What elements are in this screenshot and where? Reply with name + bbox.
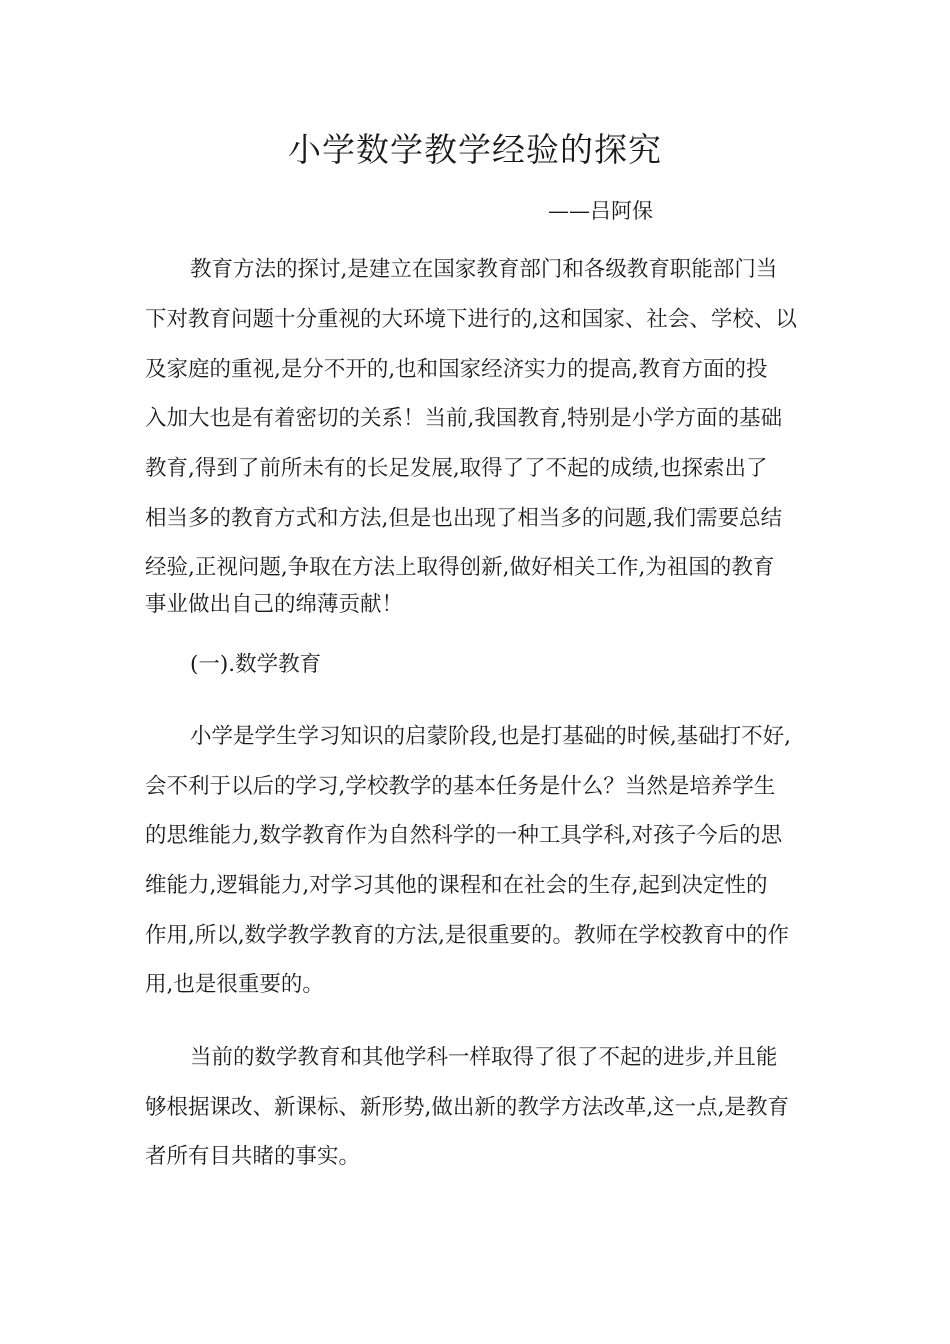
paragraph-2-line-5: 作用,所以,数学教学教育的方法,是很重要的。教师在学校教育中的作 (145, 923, 790, 948)
paragraph-1-line-4: 入加大也是有着密切的关系！当前,我国教育,特别是小学方面的基础 (145, 406, 783, 431)
paragraph-2-line-1: 小学是学生学习知识的启蒙阶段,也是打基础的时候,基础打不好, (190, 724, 792, 749)
document-author: ——吕阿保 (548, 199, 653, 223)
paragraph-2-line-6: 用,也是很重要的。 (145, 972, 324, 997)
paragraph-1-line-8: 事业做出自己的绵薄贡献！ (145, 592, 404, 617)
paragraph-1-line-6: 相当多的教育方式和方法,但是也出现了相当多的问题,我们需要总结 (145, 506, 783, 531)
paragraph-1-line-7: 经验,正视问题,争取在方法上取得创新,做好相关工作,为祖国的教育 (145, 555, 775, 580)
paragraph-3-line-3: 者所有目共睹的事实。 (145, 1144, 361, 1169)
document-title: 小学数学教学经验的探究 (288, 130, 662, 169)
paragraph-2-line-4: 维能力,逻辑能力,对学习其他的课程和在社会的生存,起到决定性的 (145, 873, 768, 898)
paragraph-3-line-2: 够根据课改、新课标、新形势,做出新的教学方法改革,这一点,是教育 (145, 1095, 790, 1120)
paragraph-3-line-1: 当前的数学教育和其他学科一样取得了很了不起的进步,并且能 (190, 1045, 778, 1070)
paragraph-1-line-5: 教育,得到了前所未有的长足发展,取得了了不起的成绩,也探索出了 (145, 456, 768, 481)
paragraph-2-line-3: 的思维能力,数学教育作为自然科学的一种工具学科,对孩子今后的思 (145, 823, 783, 848)
paragraph-1-line-2: 下对教育问题十分重视的大环境下进行的,这和国家、社会、学校、以 (145, 307, 797, 332)
paragraph-2-line-2: 会不利于以后的学习,学校教学的基本任务是什么？当然是培养学生 (145, 774, 776, 799)
paragraph-1-line-1: 教育方法的探讨,是建立在国家教育部门和各级教育职能部门当 (190, 257, 778, 282)
section-heading: (一).数学教育 (190, 652, 322, 677)
paragraph-1-line-3: 及家庭的重视,是分不开的,也和国家经济实力的提高,教育方面的投 (145, 357, 768, 382)
